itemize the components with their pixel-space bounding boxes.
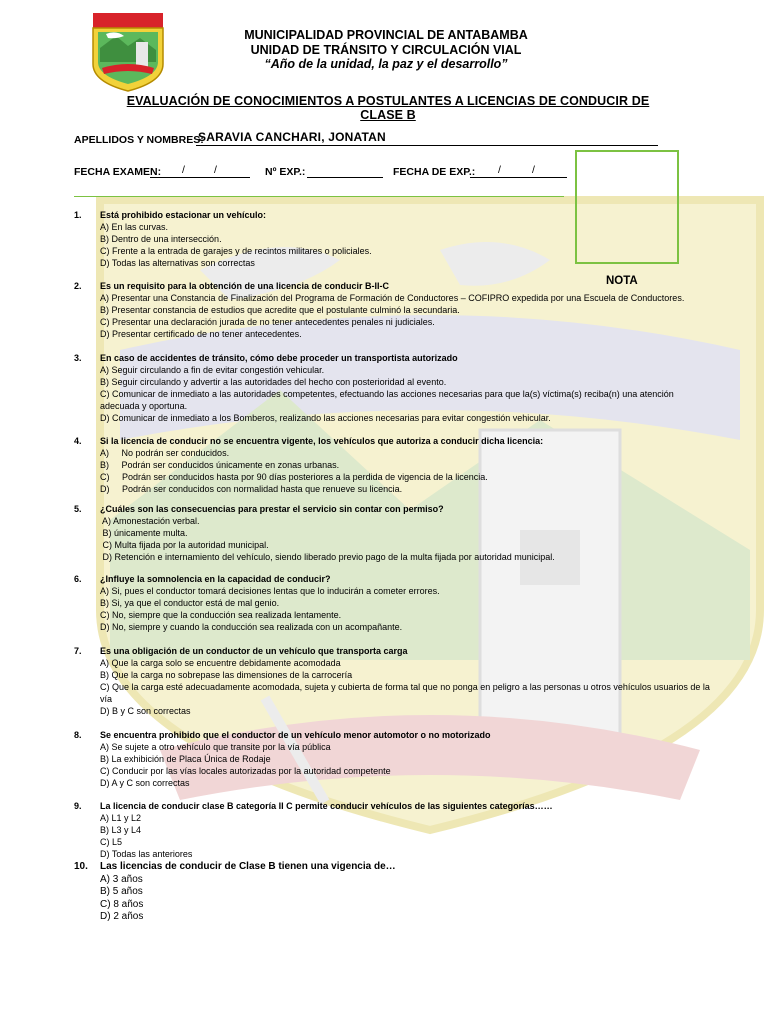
option[interactable]: A) Amonestación verbal. xyxy=(100,516,200,526)
option[interactable]: D) Todas las alternativas son correctas xyxy=(100,258,255,268)
option[interactable]: C) L5 xyxy=(100,837,123,847)
question-text: La licencia de conducir clase B categoría II C permite conducir vehículos de las siguientes categorías…… xyxy=(100,801,553,811)
question-text: Es un requisito para la obtención de una licencia de conducir B-II-C xyxy=(100,281,390,291)
question-number: 6. xyxy=(74,574,82,584)
option[interactable]: B) Seguir circulando y advertir a las autoridades del hecho con posterioridad al evento. xyxy=(100,377,447,387)
divider-line xyxy=(74,196,564,197)
option[interactable]: A) 3 años xyxy=(100,873,143,885)
option[interactable]: D) B y C son correctas xyxy=(100,706,191,716)
option[interactable]: D) Presentar certificado de no tener antecedentes. xyxy=(100,329,302,339)
option[interactable]: D) No, siempre y cuando la conducción sea realizada con un acompañante. xyxy=(100,622,403,632)
question-number: 1. xyxy=(74,210,82,220)
question-number: 8. xyxy=(74,730,82,740)
question-number: 7. xyxy=(74,646,82,656)
option[interactable]: A) Si, pues el conductor tomará decisiones lentas que lo inducirán a cometer errores. xyxy=(100,586,440,596)
option[interactable]: A) No podrán ser conducidos. xyxy=(100,448,230,458)
option[interactable]: C) No, siempre que la conducción sea realizada lentamente. xyxy=(100,610,342,620)
header-unit: UNIDAD DE TRÁNSITO Y CIRCULACIÓN VIAL xyxy=(250,43,522,57)
option[interactable]: C) 8 años xyxy=(100,898,144,910)
option[interactable]: D) Podrán ser conducidos con normalidad hasta que renueve su licencia. xyxy=(100,484,403,494)
header-municipality: MUNICIPALIDAD PROVINCIAL DE ANTABAMBA xyxy=(244,28,528,42)
question-text: En caso de accidentes de tránsito, cómo debe proceder un transportista autorizado xyxy=(100,353,458,363)
option[interactable]: C) Frente a la entrada de garajes y de recintos militares o policiales. xyxy=(100,246,372,256)
name-label: APELLIDOS Y NOMBRES: xyxy=(74,134,204,146)
file-number-field[interactable] xyxy=(307,164,383,178)
date-separator: / xyxy=(532,164,535,176)
option[interactable]: A) En las curvas. xyxy=(100,222,169,232)
question-6 xyxy=(74,573,714,633)
option[interactable]: C) Presentar una declaración jurada de no tener antecedentes penales ni judiciales. xyxy=(100,317,435,327)
option[interactable]: B) Que la carga no sobrepase las dimensiones de la carrocería xyxy=(100,670,353,680)
option[interactable]: A) Seguir circulando a fin de evitar congestión vehicular. xyxy=(100,365,325,375)
question-text: Es una obligación de un conductor de un vehículo que transporta carga xyxy=(100,646,408,656)
question-number: 10. xyxy=(74,861,88,872)
exam-date-field[interactable] xyxy=(150,164,250,178)
name-field[interactable]: SARAVIA CANCHARI, JONATAN xyxy=(198,130,386,144)
question-text: Se encuentra prohibido que el conductor de un vehículo menor automotor o no motorizado xyxy=(100,730,491,740)
document-title: EVALUACIÓN DE CONOCIMIENTOS A POSTULANTES A LICENCIAS DE CONDUCIR DE CLASE B xyxy=(126,94,650,122)
option[interactable]: C) Podrán ser conducidos hasta por 90 días posteriores a la perdida de vigencia de la licencia. xyxy=(100,472,488,482)
question-3 xyxy=(74,352,714,424)
option[interactable]: A) L1 y L2 xyxy=(100,813,142,823)
option[interactable]: B) Podrán ser conducidos únicamente en zonas urbanas. xyxy=(100,460,340,470)
option[interactable]: D) 2 años xyxy=(100,911,144,922)
grade-label: NOTA xyxy=(606,275,638,287)
option[interactable]: D) A y C son correctas xyxy=(100,778,190,788)
option[interactable]: B) Presentar constancia de estudios que acredite que el postulante culminó la secundaria. xyxy=(100,305,460,315)
option[interactable]: C) Conducir por las vías locales autorizadas por la autoridad competente xyxy=(100,766,391,776)
date-separator: / xyxy=(498,164,501,176)
date-separator: / xyxy=(182,164,185,176)
question-text: Está prohibido estacionar un vehículo: xyxy=(100,210,267,220)
question-7 xyxy=(74,645,714,717)
question-text: ¿Influye la somnolencia en la capacidad de conducir? xyxy=(100,574,331,584)
question-number: 9. xyxy=(74,801,82,811)
question-number: 5. xyxy=(74,504,82,514)
option[interactable]: B) La exhibición de Placa Única de Rodaje xyxy=(100,754,271,764)
date-separator: / xyxy=(214,164,217,176)
option[interactable]: B) únicamente multa. xyxy=(100,528,188,538)
name-underline xyxy=(196,145,658,146)
question-text: ¿Cuáles son las consecuencias para prestar el servicio sin contar con permiso? xyxy=(100,504,444,514)
municipal-shield-logo xyxy=(92,12,164,92)
question-9 xyxy=(74,800,714,860)
file-number-label: Nº EXP.: xyxy=(265,166,306,178)
option[interactable]: B) L3 y L4 xyxy=(100,825,142,835)
question-10 xyxy=(74,861,714,924)
file-date-label: FECHA DE EXP.: xyxy=(393,166,476,178)
option[interactable]: A) Se sujete a otro vehículo que transite por la vía pública xyxy=(100,742,331,752)
question-text: Si la licencia de conducir no se encuentra vigente, los vehículos que autoriza a conducir dicha licencia: xyxy=(100,436,544,446)
option[interactable]: D) Todas las anteriores xyxy=(100,849,193,859)
option[interactable]: B) Si, ya que el conductor está de mal genio. xyxy=(100,598,280,608)
exam-date-label: FECHA EXAMEN: xyxy=(74,166,162,178)
option[interactable]: C) Comunicar de inmediato a las autoridades competentes, efectuando las acciones necesarias para que la(s) víctima(s) reciba(n) una atención adecuada y oportuna. xyxy=(100,389,674,411)
question-1 xyxy=(74,209,714,269)
option[interactable]: D) Comunicar de inmediato a los Bomberos, realizando las acciones necesarias para evitar congestión vehicular. xyxy=(100,413,551,423)
question-5 xyxy=(74,503,714,563)
question-number: 4. xyxy=(74,436,82,446)
option[interactable]: D) Retención e internamiento del vehículo, siendo liberado previo pago de la multa fijada por autoridad municipal. xyxy=(100,552,555,562)
question-number: 3. xyxy=(74,353,82,363)
option[interactable]: C) Multa fijada por la autoridad municipal. xyxy=(100,540,269,550)
option[interactable]: C) Que la carga esté adecuadamente acomodada, sujeta y cubierta de forma tal que no ponga en peligro a las personas u otros vehículos usuarios de la vía xyxy=(100,682,710,704)
question-4 xyxy=(74,435,714,495)
question-8 xyxy=(74,729,714,789)
header-motto: “Año de la unidad, la paz y el desarrollo” xyxy=(264,57,508,71)
option[interactable]: A) Que la carga solo se encuentre debidamente acomodada xyxy=(100,658,341,668)
question-text: Las licencias de conducir de Clase B tienen una vigencia de… xyxy=(100,861,396,872)
file-date-field[interactable] xyxy=(470,164,567,178)
question-number: 2. xyxy=(74,281,82,291)
option[interactable]: A) Presentar una Constancia de Finalización del Programa de Formación de Conductores – COFIPRO expedida por una Escuela de Conductores. xyxy=(100,293,685,303)
question-2 xyxy=(74,280,714,340)
option[interactable]: B) Dentro de una intersección. xyxy=(100,234,222,244)
option[interactable]: B) 5 años xyxy=(100,886,143,897)
